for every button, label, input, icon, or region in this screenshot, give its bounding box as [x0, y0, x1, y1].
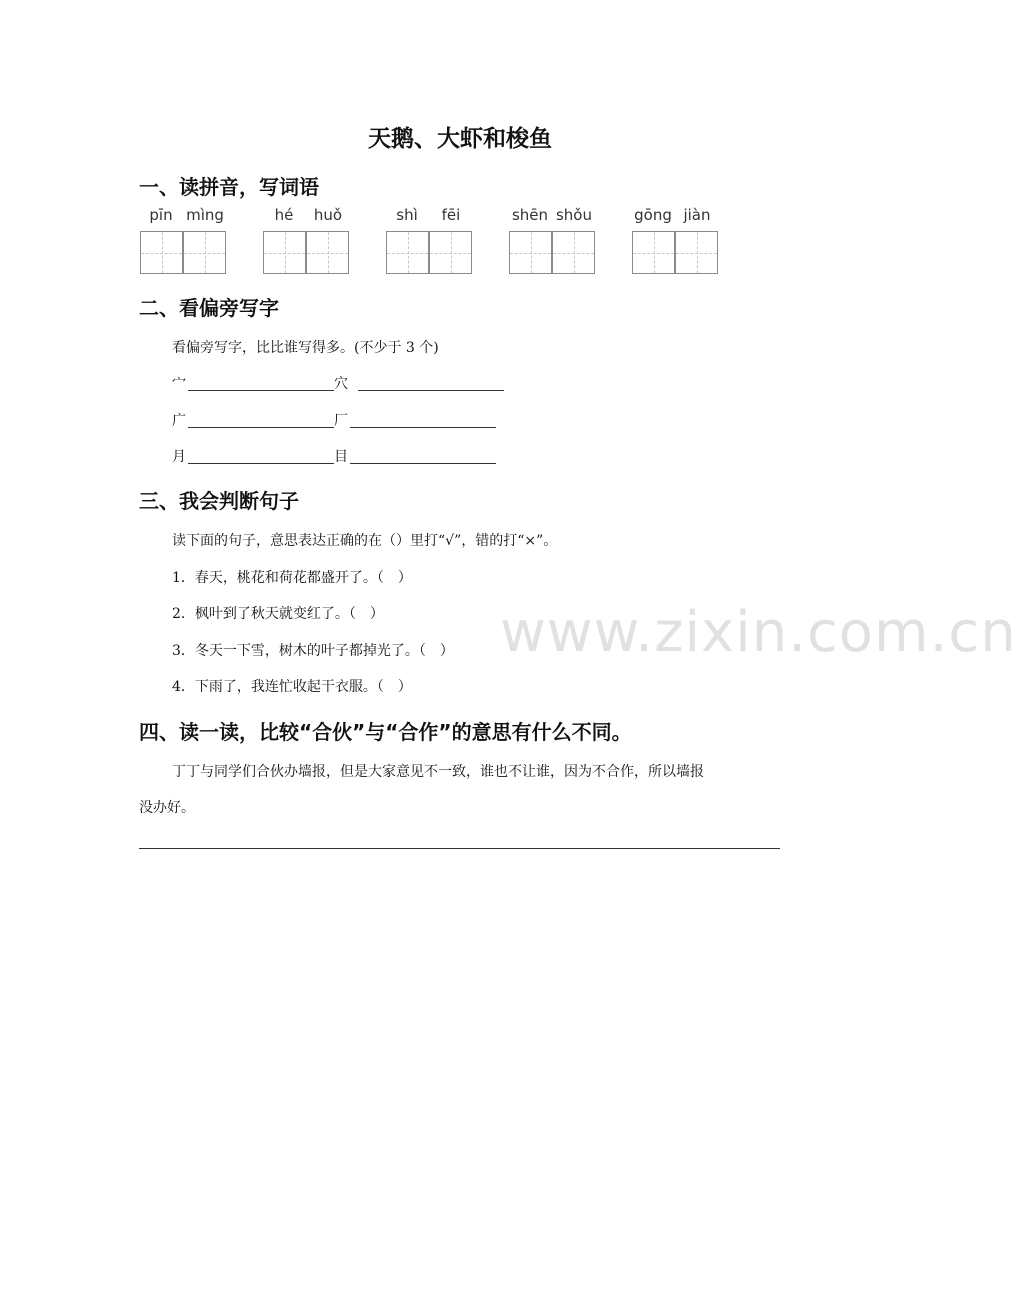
- pinyin-text: shì: [396, 206, 418, 224]
- pinyin-item: [139, 206, 229, 278]
- radical-label: 厂: [334, 413, 348, 429]
- answer-blank[interactable]: [188, 463, 334, 464]
- pinyin-text: hé: [274, 206, 294, 224]
- radical-label: 宀: [172, 376, 186, 392]
- judgement-item: 2．枫叶到了秋天就变红了。（ ）: [172, 606, 384, 622]
- pinyin-text: huǒ: [313, 206, 343, 224]
- radical-label: 月: [172, 449, 186, 465]
- reading-paragraph: 没办好。: [139, 800, 195, 816]
- pinyin-text: fēi: [441, 206, 461, 224]
- pinyin-item: [385, 206, 475, 278]
- writing-grid-cell[interactable]: [632, 231, 675, 274]
- radical-label: 目: [334, 449, 348, 465]
- section1-heading: 一、读拼音，写词语: [139, 175, 319, 199]
- judgement-item: 4．下雨了，我连忙收起干衣服。（ ）: [172, 679, 412, 695]
- writing-grid-cell[interactable]: [263, 231, 306, 274]
- section3-instruction: 读下面的句子，意思表达正确的在（）里打“√”，错的打“×”。: [172, 533, 558, 549]
- watermark: www.zixin.com.cn: [500, 600, 1017, 665]
- answer-blank[interactable]: [350, 427, 496, 428]
- writing-grid-cell[interactable]: [386, 231, 429, 274]
- answer-blank[interactable]: [358, 390, 504, 391]
- section3-heading: 三、我会判断句子: [139, 489, 299, 513]
- pinyin-text: gōng: [634, 206, 672, 224]
- section4-heading: 四、读一读，比较“合伙”与“合作”的意思有什么不同。: [139, 720, 632, 744]
- answer-line[interactable]: [139, 848, 780, 849]
- writing-grid-cell[interactable]: [306, 231, 349, 274]
- judgement-item: 1．春天，桃花和荷花都盛开了。（ ）: [172, 570, 412, 586]
- section2-heading: 二、看偏旁写字: [139, 296, 279, 320]
- answer-blank[interactable]: [188, 427, 334, 428]
- writing-grid-cell[interactable]: [675, 231, 718, 274]
- writing-grid-cell[interactable]: [183, 231, 226, 274]
- radical-label: 广: [172, 413, 186, 429]
- reading-paragraph: 丁丁与同学们合伙办墙报，但是大家意见不一致，谁也不让谁，因为不合作，所以墙报: [172, 764, 704, 780]
- radical-label: 穴: [334, 376, 348, 392]
- pinyin-text: mìng: [186, 206, 224, 224]
- writing-grid-cell[interactable]: [552, 231, 595, 274]
- judgement-item: 3．冬天一下雪，树木的叶子都掉光了。（ ）: [172, 643, 454, 659]
- answer-blank[interactable]: [188, 390, 334, 391]
- writing-grid-cell[interactable]: [429, 231, 472, 274]
- pinyin-text: shēn: [511, 206, 549, 224]
- pinyin-text: pīn: [149, 206, 173, 224]
- pinyin-item: [631, 206, 721, 278]
- pinyin-item: [262, 206, 352, 278]
- writing-grid-cell[interactable]: [509, 231, 552, 274]
- section2-instruction: 看偏旁写字，比比谁写得多。(不少于 3 个): [172, 340, 439, 356]
- pinyin-text: jiàn: [683, 206, 711, 224]
- pinyin-item: [508, 206, 598, 278]
- pinyin-text: shǒu: [555, 206, 592, 224]
- page-title: 天鹅、大虾和梭鱼: [368, 126, 552, 152]
- answer-blank[interactable]: [350, 463, 496, 464]
- writing-grid-cell[interactable]: [140, 231, 183, 274]
